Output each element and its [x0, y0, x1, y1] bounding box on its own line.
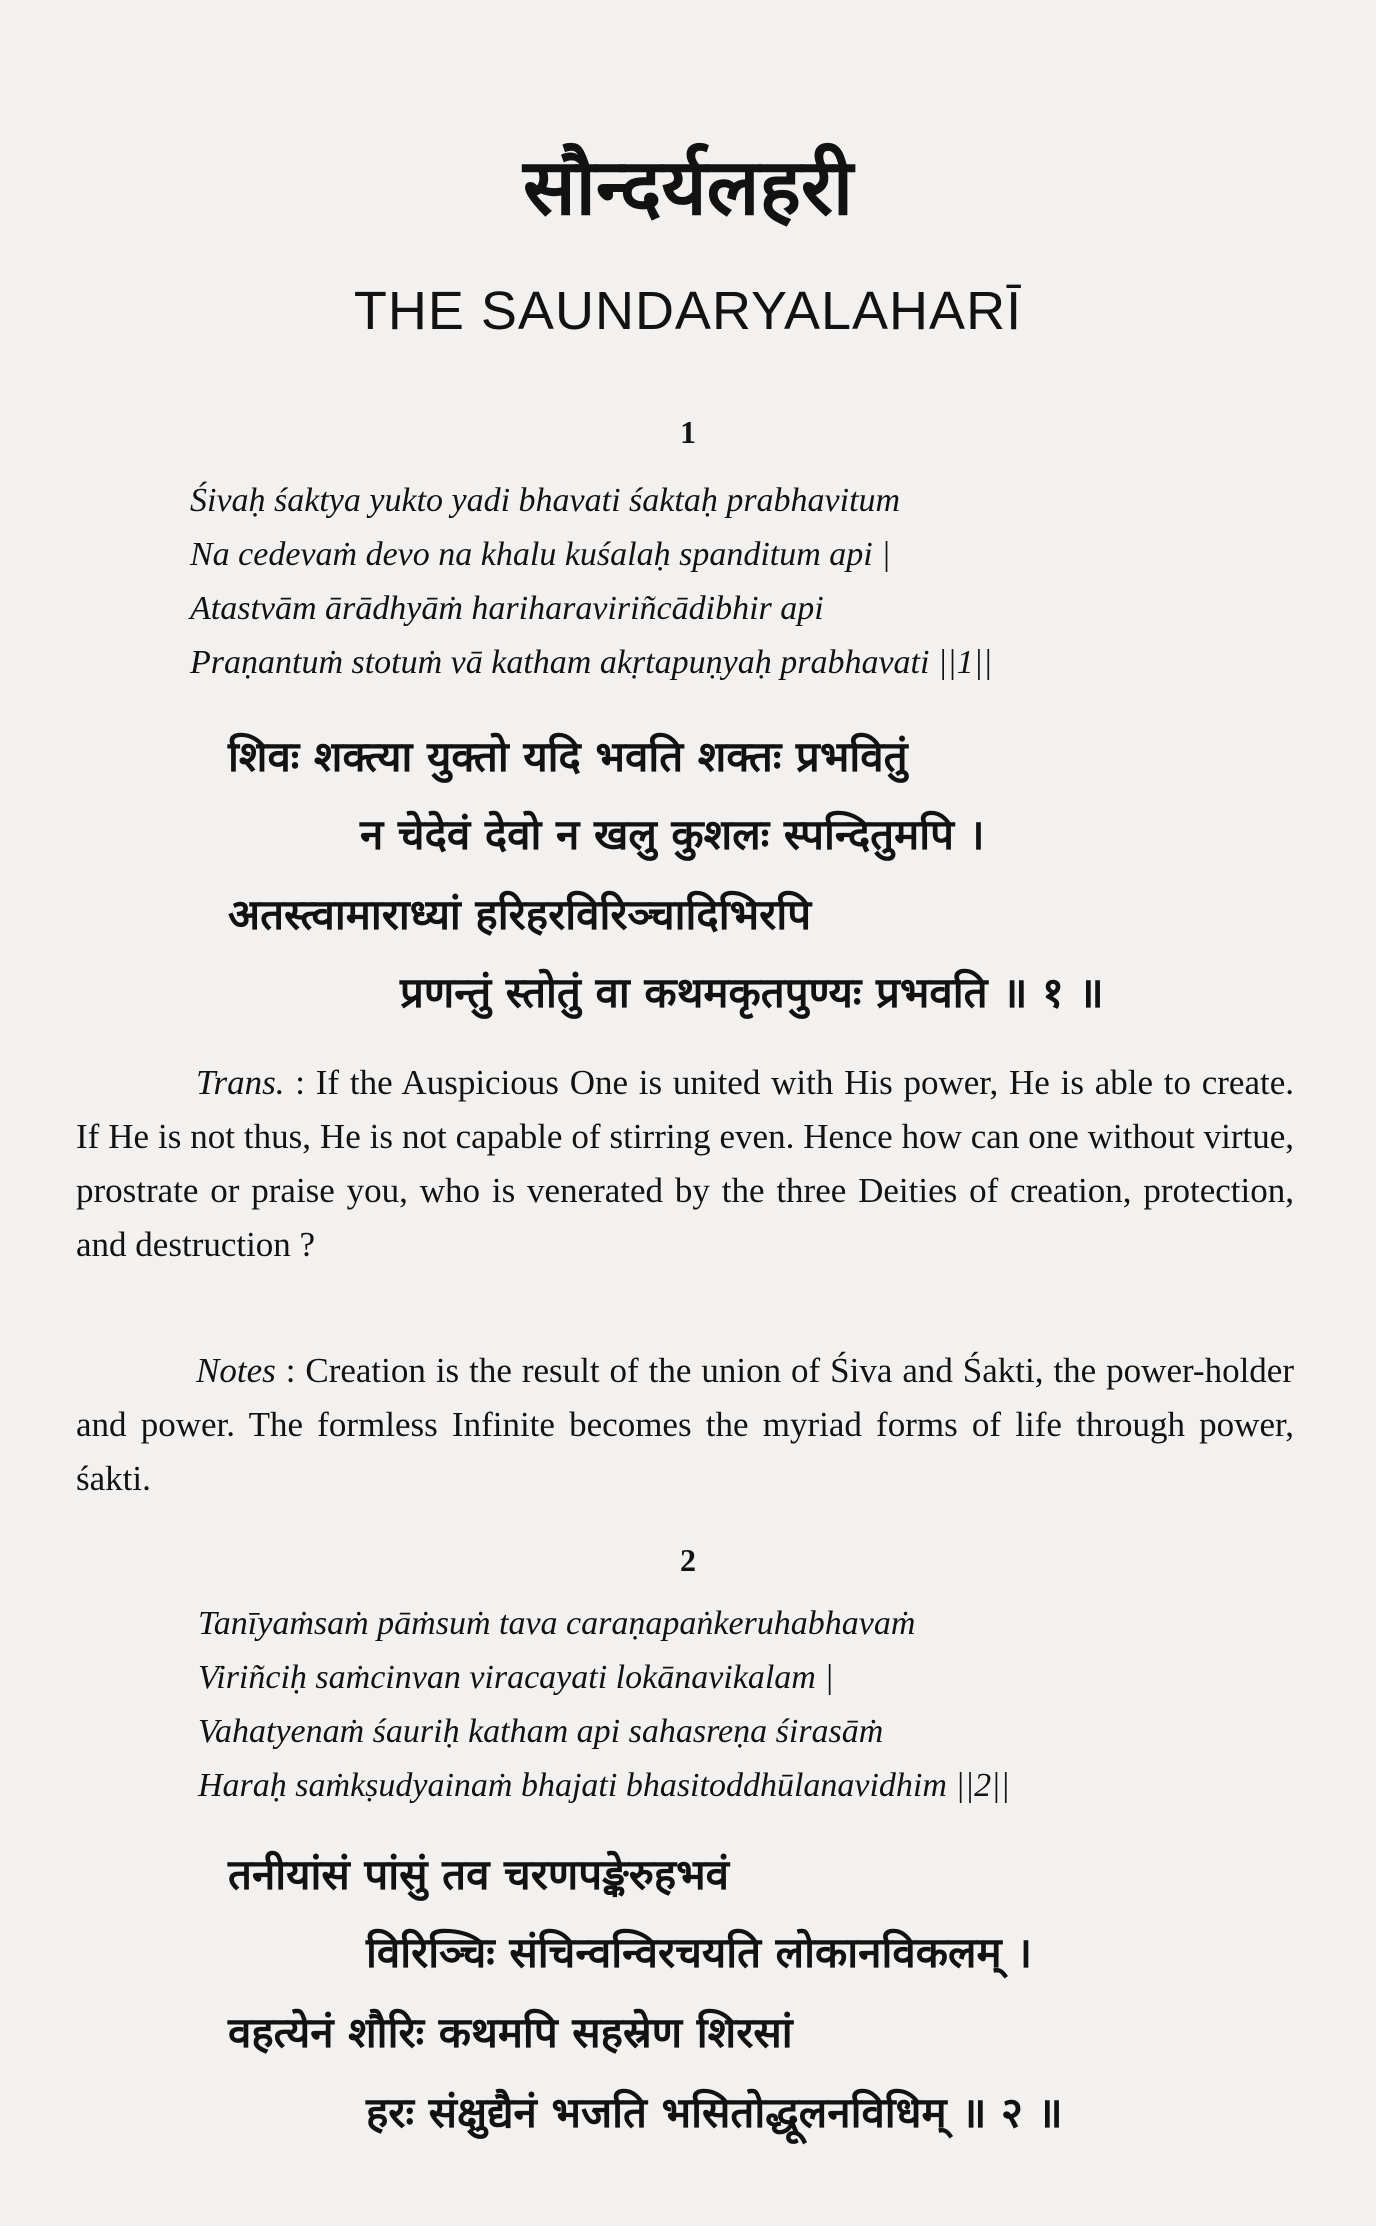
verse-1-devanagari-line-1: शिवः शक्त्या युक्तो यदि भवति शक्तः प्रभवितुं [228, 732, 908, 781]
verse-2-translit-line-2: Viriñciḥ saṁcinvan viracayati lokānavikalam | [198, 1659, 834, 1696]
verse-2-devanagari-line-4: हरः संक्षुद्यैनं भजति भसितोद्धूलनविधिम् ॥ २ ॥ [366, 2088, 1063, 2137]
verse-2-translit-line-3: Vahatyenaṁ śauriḥ katham api sahasreṇa śirasāṁ [198, 1713, 884, 1750]
verse-1-translit-line-1: Śivaḥ śaktya yukto yadi bhavati śaktaḥ prabhavitum [190, 482, 901, 519]
verse-1-translit-line-3: Atastvām ārādhyāṁ hariharaviriñcādibhir api [190, 590, 824, 627]
translation-label: Trans. [196, 1063, 285, 1102]
translation-text: : If the Auspicious One is united with His power, He is able to create. If He is not thus, He is not capable of stirring even. Hence how can one without virtue, prostrate or praise you, who is venerated by the three Deities of creation, protection, and destruction ? [76, 1063, 1294, 1264]
verse-2-transliteration [198, 1597, 1298, 1813]
verse-2-devanagari-line-3: वहत्येनं शौरिः कथमपि सहस्रेण शिरसां [228, 2008, 793, 2057]
verse-2-translit-line-1: Tanīyaṁsaṁ pāṁsuṁ tava caraṇapaṅkeruhabhavaṁ [198, 1605, 916, 1642]
verse-1-devanagari-line-2: न चेदेवं देवो न खलु कुशलः स्पन्दितुमपि । [360, 810, 985, 859]
verse-1-notes [76, 1344, 1294, 1506]
verse-1-devanagari-line-4: प्रणन्तुं स्तोतुं वा कथमकृतपुण्यः प्रभवति ॥ १ ॥ [400, 968, 1104, 1017]
title-english: THE SAUNDARYALAHARĪ [353, 281, 1023, 341]
verse-1-devanagari-line-3: अतस्त्वामाराध्यां हरिहरविरिञ्चादिभिरपि [228, 890, 812, 939]
verse-2-translit-line-4: Haraḥ saṁkṣudyainaṁ bhajati bhasitoddhūlanavidhim ||2|| [198, 1767, 1010, 1804]
verse-1-translation [76, 1056, 1294, 1272]
verse-2-devanagari-line-1: तनीयांसं पांसुं तव चरणपङ्केरुहभवं [228, 1850, 729, 1899]
verse-1-translit-line-2: Na cedevaṁ devo na khalu kuśalaḥ spanditum api | [190, 536, 891, 573]
notes-label: Notes [196, 1351, 276, 1390]
title-devanagari: सौन्दर्यलहरी [522, 143, 854, 233]
verse-2-devanagari-line-2: विरिञ्चिः संचिन्वन्विरचयति लोकानविकलम् । [366, 1928, 1033, 1977]
notes-text: : Creation is the result of the union of Śiva and Śakti, the power-holder and power. The formless Infinite becomes the myriad forms of life through power, śakti. [76, 1351, 1294, 1498]
verse-1-translit-line-4: Praṇantuṁ stotuṁ vā katham akṛtapuṇyaḥ prabhavati ||1|| [190, 644, 993, 681]
verse-2-number: 2 [680, 1542, 696, 1578]
verse-1-number: 1 [680, 414, 696, 450]
verse-1-transliteration [190, 474, 1290, 690]
